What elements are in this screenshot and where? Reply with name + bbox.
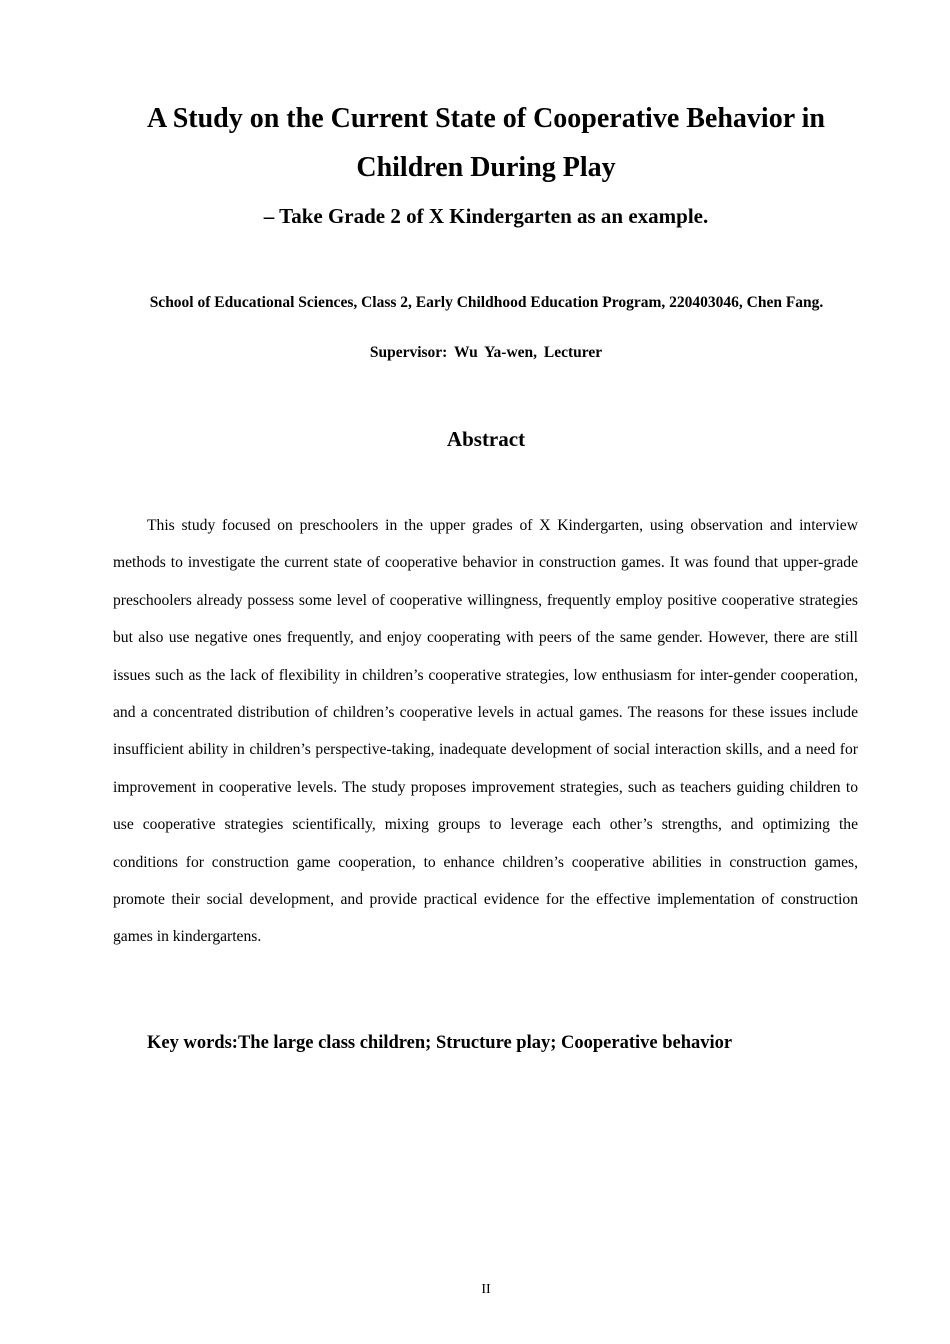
page-number: II bbox=[481, 1282, 491, 1297]
supervisor-line: Supervisor: Wu Ya-wen, Lecturer bbox=[369, 344, 603, 361]
author-affiliation: School of Educational Sciences, Class 2, Early Childhood Education Program, 220403046, Chen Fang. bbox=[149, 294, 824, 311]
keywords: Key words:The large class children; Structure play; Cooperative behavior bbox=[147, 1033, 733, 1053]
abstract-heading: Abstract bbox=[446, 427, 526, 451]
paper-title: A Study on the Current State of Cooperative Behavior in Children During Play bbox=[147, 103, 825, 183]
abstract-text: This study focused on preschoolers in the upper grades of X Kindergarten, using observation and interview methods to investigate the current state of cooperative behavior in construction games. It was found that upper-grade preschoolers already possess some level of cooperative willingness, frequently employ positive cooperative strategies but also use negative ones frequently, and enjoy cooperating with peers of the same gender. However, there are still issues such as the lack of flexibility in children’s cooperative strategies, low enthusiasm for inter-gender cooperation, and a concentrated distribution of children’s cooperative levels in actual games. The reasons for these issues include insufficient ability in children’s perspective-taking, inadequate development of social interaction skills, and a need for improvement in cooperative levels. The study proposes improvement strategies, such as teachers guiding children to use cooperative strategies scientifically, mixing groups to leverage each other’s strengths, and optimizing the conditions for construction game cooperation, to enhance children’s cooperative abilities in construction games, promote their social development, and provide practical evidence for the effective implementation of construction games in kindergartens. bbox=[113, 517, 858, 946]
paper-subtitle: – Take Grade 2 of X Kindergarten as an example. bbox=[263, 204, 709, 228]
